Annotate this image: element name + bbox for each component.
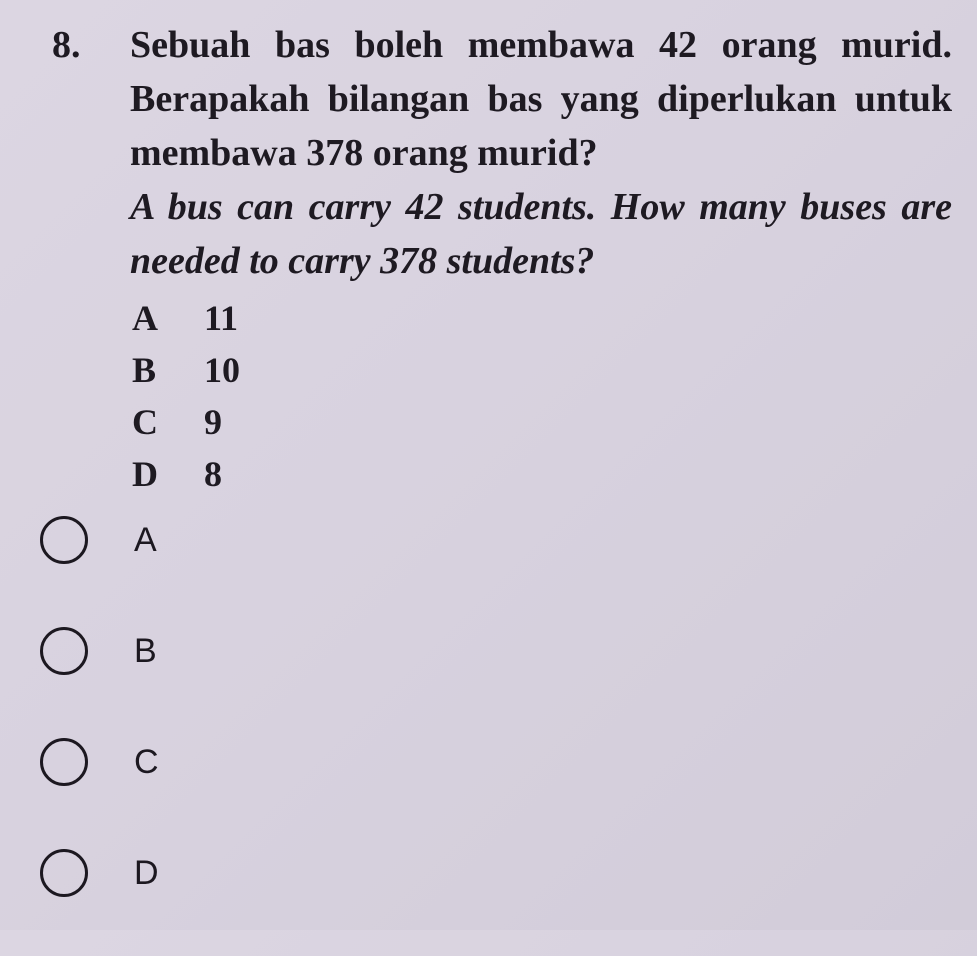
- choice-item: [130, 292, 952, 344]
- choice-value: 11: [204, 298, 239, 338]
- answer-option-d[interactable]: [40, 845, 159, 901]
- question-text-malay: Sebuah bas boleh membawa 42 orang murid. Berapakah bilangan bas yang diperlukan untuk membawa 378 orang murid?: [130, 24, 952, 174]
- choice-letter: A: [132, 298, 158, 338]
- question-text: [130, 18, 952, 288]
- question-row: [52, 18, 952, 288]
- choice-item: [130, 448, 952, 500]
- choice-value: 8: [204, 454, 222, 494]
- answer-option-c[interactable]: [40, 734, 159, 790]
- radio-button-c[interactable]: [40, 738, 88, 786]
- choice-item: [130, 344, 952, 396]
- answer-label: C: [134, 742, 159, 781]
- question-block: [52, 18, 952, 500]
- answer-option-a[interactable]: [40, 512, 159, 568]
- choice-list: [130, 292, 952, 500]
- radio-button-d[interactable]: [40, 849, 88, 897]
- answer-option-b[interactable]: [40, 623, 159, 679]
- radio-button-b[interactable]: [40, 627, 88, 675]
- question-number: 8.: [52, 24, 81, 66]
- answer-label: D: [134, 853, 159, 892]
- question-text-english: A bus can carry 42 students. How many buses are needed to carry 378 students?: [130, 186, 952, 282]
- answer-label: A: [134, 520, 157, 559]
- choice-item: [130, 396, 952, 448]
- choice-letter: C: [132, 402, 158, 442]
- answer-label: B: [134, 631, 157, 670]
- choice-value: 9: [204, 402, 222, 442]
- choice-letter: B: [132, 350, 157, 390]
- answer-radio-group: [40, 512, 159, 956]
- radio-button-a[interactable]: [40, 516, 88, 564]
- choice-value: 10: [204, 350, 240, 390]
- choice-letter: D: [132, 454, 158, 494]
